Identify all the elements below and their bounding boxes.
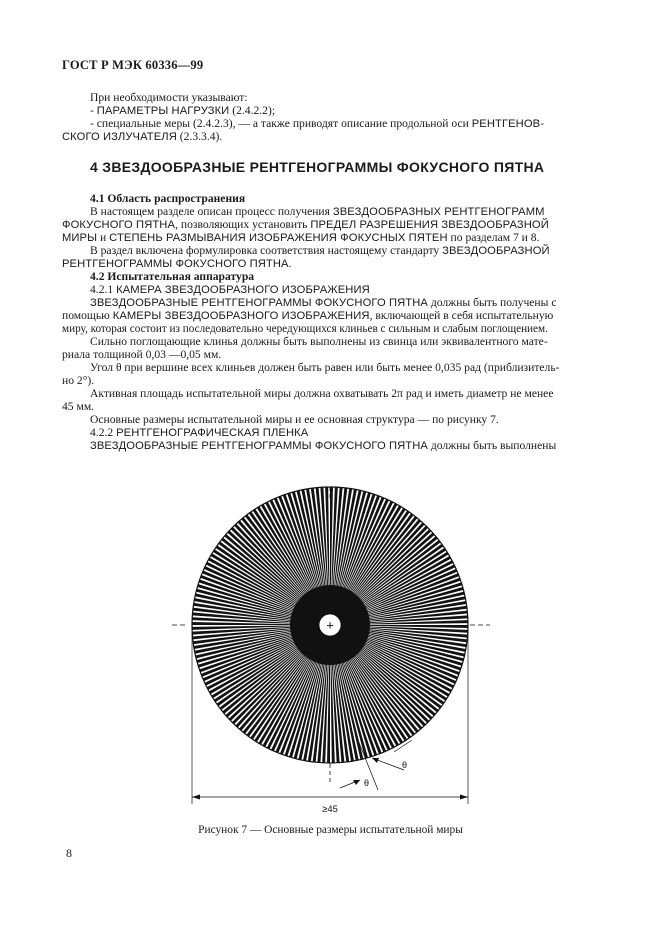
intro-ref: (2.3.3.4). bbox=[176, 130, 223, 143]
paragraph-line: риала толщиной 0,03 —0,05 мм. bbox=[62, 348, 222, 361]
subsection-heading: 4.1 Область распространения bbox=[90, 192, 246, 205]
term-xray: РЕНТГЕНОВ- bbox=[471, 118, 545, 130]
clause-number: 4.2.2 bbox=[90, 426, 117, 439]
text-run: , включающей в себя испытательную bbox=[369, 309, 554, 322]
theta-label-upper: θ bbox=[402, 760, 408, 770]
term-run: ЗВЕЗДООБРАЗНОЙ bbox=[442, 245, 550, 257]
term-xray-cont: СКОГО ИЗЛУЧАТЕЛЯ bbox=[62, 131, 177, 143]
center-cross-mark: + bbox=[326, 617, 334, 633]
term-run: РЕНТГЕНОГРАММЫ ФОКУСНОГО ПЯТНА bbox=[62, 258, 289, 270]
term-load-parameters: ПАРАМЕТРЫ НАГРУЗКИ bbox=[96, 105, 230, 117]
text-run: помощью bbox=[62, 309, 113, 322]
text-run: и bbox=[97, 231, 110, 244]
paragraph-line: Угол θ при вершине всех клиньев должен быть равен или быть менее 0,035 рад (приблизитель- bbox=[90, 361, 560, 374]
text-run: по разделам 7 и 8. bbox=[447, 231, 540, 244]
paragraph-line: Основные размеры испытательной миры и ее основная структура — по рисунку 7. bbox=[90, 413, 499, 426]
paragraph-line: Активная площадь испытательной миры должна охватывать 2π рад и иметь диаметр не менее bbox=[90, 387, 554, 400]
theta-label-lower: θ bbox=[364, 778, 370, 788]
dimension-arrow-left bbox=[192, 795, 200, 800]
term-run: МИРЫ bbox=[62, 232, 98, 244]
term-run: ФОКУСНОГО ПЯТНА bbox=[62, 219, 176, 231]
text-run: В настоящем разделе описан процесс получения bbox=[90, 205, 333, 218]
paragraph-line: Сильно поглощающие клинья должны быть выполнены из свинца или эквивалентного мате- bbox=[90, 335, 548, 348]
clause-number: 4.2.1 bbox=[90, 283, 117, 296]
document-header: ГОСТ Р МЭК 60336—99 bbox=[62, 58, 204, 72]
section-title: 4 ЗВЕЗДООБРАЗНЫЕ РЕНТГЕНОГРАММЫ ФОКУСНОГО ПЯТНА bbox=[90, 159, 545, 175]
intro-ref: (2.4.2.2); bbox=[229, 104, 276, 117]
term-run: КАМЕРЫ ЗВЕЗДООБРАЗНОГО ИЗОБРАЖЕНИЯ bbox=[112, 310, 370, 322]
text-run: . bbox=[288, 257, 292, 270]
paragraph-line: миру, которая состоит из последовательно чередующихся клиньев с сильным и слабым поглощением. bbox=[62, 323, 548, 335]
term-run: СТЕПЕНЬ РАЗМЫВАНИЯ ИЗОБРАЖЕНИЯ ФОКУСНЫХ ПЯТЕН bbox=[109, 232, 448, 244]
paragraph-line: 45 мм. bbox=[62, 400, 95, 413]
text-run: должны быть выполнены bbox=[427, 439, 557, 452]
dimension-arrow-right bbox=[460, 795, 468, 800]
text-run: , позволяющих установить bbox=[175, 218, 311, 231]
dimension-label: ≥45 bbox=[322, 804, 338, 815]
paragraph-line: но 2°). bbox=[62, 374, 95, 387]
intro-text: - специальные меры (2.4.2.3), — а также приводят описание продольной оси bbox=[90, 117, 472, 130]
text-run: должны быть получены с bbox=[427, 296, 557, 309]
text-run: В раздел включена формулировка соответствия настоящему стандарту bbox=[90, 244, 443, 257]
page-number: 8 bbox=[66, 846, 72, 860]
figure-caption: Рисунок 7 — Основные размеры испытательной миры bbox=[198, 824, 463, 836]
term-run: ЗВЕЗДООБРАЗНЫЕ РЕНТГЕНОГРАММЫ ФОКУСНОГО ПЯТНА bbox=[90, 297, 428, 309]
theta-arrow-upper bbox=[372, 758, 379, 763]
intro-line: При необходимости указывают: bbox=[90, 91, 248, 104]
term-run: ЗВЕЗДООБРАЗНЫЕ РЕНТГЕНОГРАММЫ ФОКУСНОГО ПЯТНА bbox=[90, 440, 428, 452]
subsection-heading: 4.2 Испытательная аппаратура bbox=[90, 270, 255, 283]
intro-dash: - bbox=[90, 104, 97, 117]
term-run: ЗВЕЗДООБРАЗНЫХ РЕНТГЕНОГРАММ bbox=[332, 206, 545, 218]
clause-title: КАМЕРА ЗВЕЗДООБРАЗНОГО ИЗОБРАЖЕНИЯ bbox=[116, 284, 370, 296]
term-run: ПРЕДЕЛ РАЗРЕШЕНИЯ ЗВЕЗДООБРАЗНОЙ bbox=[310, 219, 549, 231]
clause-title: РЕНТГЕНОГРАФИЧЕСКАЯ ПЛЕНКА bbox=[116, 427, 309, 439]
